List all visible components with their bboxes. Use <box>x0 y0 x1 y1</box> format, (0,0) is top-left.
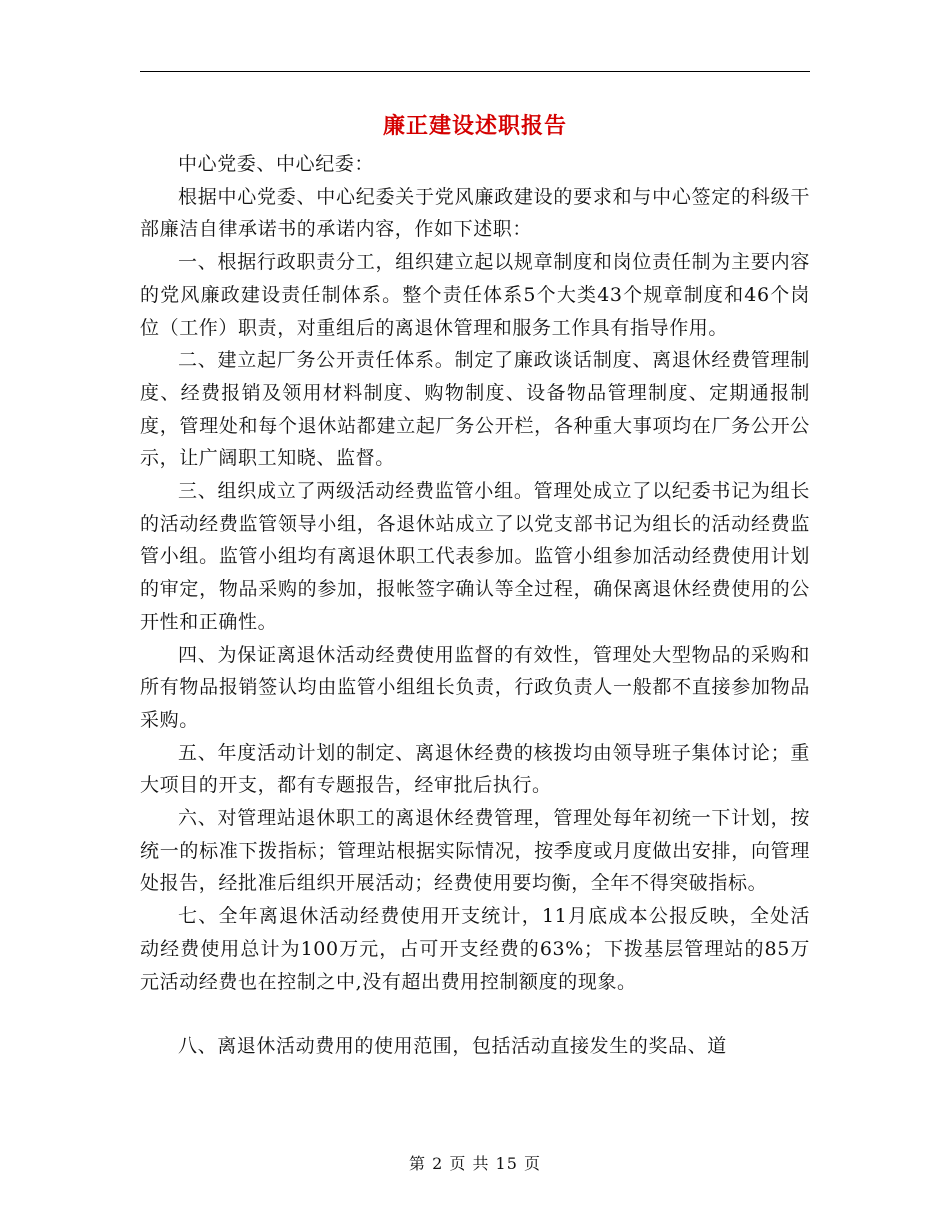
paragraph-1: 一、根据行政职责分工，组织建立起以规章制度和岗位责任制为主要内容的党风廉政建设责任制体系。整个责任体系5个大类43个规章制度和46个岗位（工作）职责，对重组后的离退休管理和服务工作具有指导作用。 <box>140 251 810 339</box>
paragraph-7: 七、全年离退休活动经费使用开支统计，11月底成本公报反映，全处活动经费使用总计为100万元，占可开支经费的63%；下拨基层管理站的85万元活动经费也在控制之中,没有超出费用控制额度的现象。 <box>140 905 810 993</box>
page-number: 第 2 页 共 15 页 <box>409 1154 541 1173</box>
paragraph-5: 五、年度活动计划的制定、离退休经费的核拨均由领导班子集体讨论；重大项目的开支，都有专题报告，经审批后执行。 <box>140 741 810 797</box>
document-title: 廉正建设述职报告 <box>382 113 567 139</box>
paragraph-3: 三、组织成立了两级活动经费监管小组。管理处成立了以纪委书记为组长的活动经费监管领导小组，各退休站成立了以党支部书记为组长的活动经费监管小组。监管小组均有离退休职工代表参加。监管小组参加活动经费使用计划的审定，物品采购的参加，报帐签字确认等全过程，确保离退休经费使用的公开性和正确性。 <box>140 480 810 633</box>
paragraph-4: 四、为保证离退休活动经费使用监督的有效性，管理处大型物品的采购和所有物品报销签认均由监管小组组长负责，行政负责人一般都不直接参加物品采购。 <box>140 643 810 731</box>
salutation: 中心党委、中心纪委： <box>178 153 375 175</box>
paragraph-2: 二、建立起厂务公开责任体系。制定了廉政谈话制度、离退休经费管理制度、经费报销及领用材料制度、购物制度、设备物品管理制度、定期通报制度，管理处和每个退休站都建立起厂务公开栏，各种重大事项均在厂务公开公示，让广阔职工知晓、监督。 <box>140 349 810 470</box>
paragraph-6: 六、对管理站退休职工的离退休经费管理，管理处每年初统一下计划，按统一的标准下拨指标；管理站根据实际情况，按季度或月度做出安排，向管理处报告，经批准后组织开展活动；经费使用要均衡，全年不得突破指标。 <box>140 807 810 895</box>
document-body <box>140 148 810 1063</box>
header-rule <box>140 71 810 72</box>
paragraph-intro: 根据中心党委、中心纪委关于党风廉政建设的要求和与中心签定的科级干部廉洁自律承诺书的承诺内容，作如下述职： <box>140 185 810 241</box>
paragraph-8: 八、离退休活动费用的使用范围，包括活动直接发生的奖品、道 <box>178 1035 727 1058</box>
